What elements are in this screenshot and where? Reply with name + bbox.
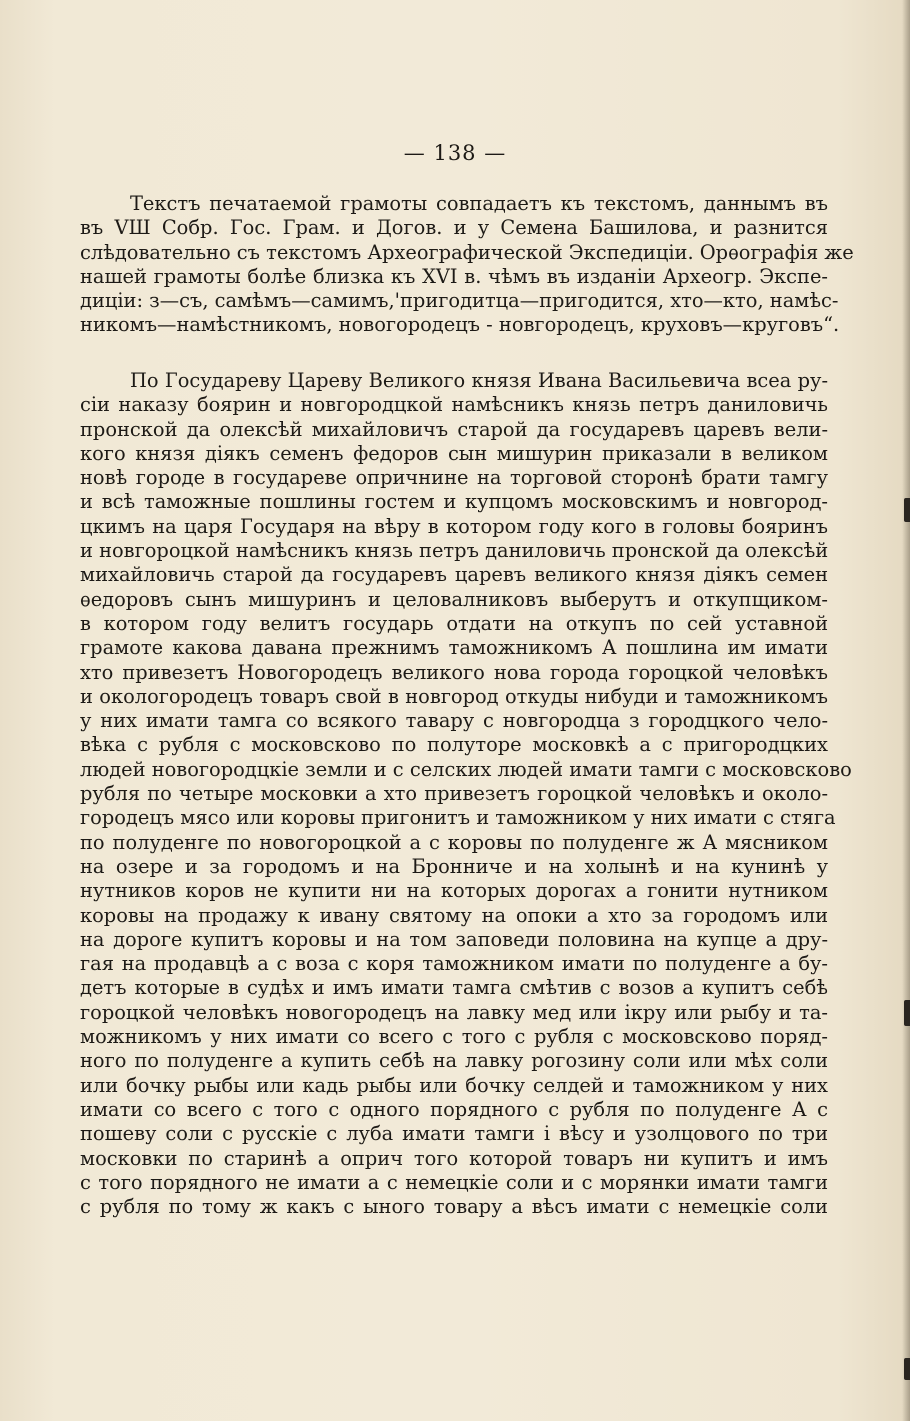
text-line: рубля по четыре московки а хто привезетъ гороцкой человѣкъ и около- (80, 782, 828, 806)
text-line: Текстъ печатаемой грамоты совпадаетъ къ текстомъ, даннымъ въ (130, 192, 828, 215)
page-number: — 138 — (403, 141, 507, 165)
text-line: с того порядного не имати а с немецкіе соли и с морянки имати тамги (80, 1170, 828, 1194)
text-line: на дороге купитъ коровы и на том заповеди половина на купце а дру- (80, 927, 828, 951)
text-line: или бочку рыбы или кадь рыбы или бочку селдей и таможником у них (80, 1073, 828, 1097)
text-line: ѳедоровъ сынъ мишуринъ и целовалниковъ выберутъ и откупщиком- (80, 587, 828, 611)
text-line: имати со всего с того с одного порядного с рубля по полуденге А с (80, 1097, 828, 1121)
text-line: московки по старинѣ а оприч того которой товаръ ни купитъ и имъ (80, 1146, 828, 1170)
text-line: хто привезетъ Новогородецъ великого нова города гороцкой человѣкъ (80, 660, 828, 684)
binding-mark (904, 498, 910, 522)
text-line: ного по полуденге а купить себѣ на лавку рогозину соли или мѣх соли (80, 1049, 828, 1073)
text-line: пошеву соли с русскіе с луба имати тамги і вѣсу и узолцового по три (80, 1122, 828, 1146)
text-line: коровы на продажу к ивану святому на опоки а хто за городомъ или (80, 903, 828, 927)
text-line: слѣдовательно съ текстомъ Археографической Экспедиціи. Орѳографія же (80, 240, 854, 264)
text-line: грамоте какова давана прежнимъ таможникомъ А пошлина им имати (80, 636, 828, 660)
text-line: пронской да олексѣй михайловичъ старой да государевъ царевъ вели- (80, 417, 828, 441)
text-line: городецъ мясо или коровы пригонитъ и таможником у них имати с стяга (80, 806, 836, 830)
text-line: сіи наказу боярин и новгородцкой намѣсникъ князь петръ даниловичь (80, 393, 828, 417)
binding-mark (904, 1000, 910, 1026)
page-edge-shadow (902, 0, 910, 1421)
text-line: и новгороцкой намѣсникъ князь петръ даниловичь пронской да олексѣй (80, 539, 829, 563)
text-line: детъ которые в судѣх и имъ имати тамга смѣтив с возов а купитъ себѣ (80, 976, 828, 1000)
text-line: на озере и за городомъ и на Бронниче и на холынѣ и на кунинѣ у (80, 854, 828, 878)
text-line: в котором году велитъ государь отдати на откупъ по сей уставной (80, 611, 828, 635)
binding-mark (904, 1358, 910, 1380)
intro-paragraph (80, 192, 854, 338)
text-line: с рубля по тому ж какъ с ыного товару а вѣсъ имати с немецкіе соли (80, 1195, 828, 1219)
text-line: гая на продавцѣ а с воза с коря таможником имати по полуденге а бу- (80, 952, 828, 976)
text-line: михайловичь старой да государевъ царевъ великого князя діякъ семен (80, 563, 828, 587)
text-line: новѣ городе в государеве опричнине на торговой сторонѣ брати тамгу (80, 466, 828, 490)
text-line: людей новогородцкіе земли и с селских людей имати тамги с московсково (80, 757, 852, 781)
text-line: нашей грамоты болѣе близка къ XVI в. чѣмъ въ изданіи Археогр. Экспе- (80, 264, 828, 288)
text-line: вѣка с рубля с московсково по полуторе московкѣ а с пригородцких (80, 733, 828, 757)
text-line: По Государеву Цареву Великого князя Ивана Васильевича всеа ру- (130, 369, 828, 392)
text-line: можникомъ у них имати со всего с того с рубля с московсково поряд- (80, 1025, 828, 1049)
text-line: цкимъ на царя Государя на вѣру в котором году кого в головы бояринъ (80, 514, 828, 538)
text-line: въ VШ Собр. Гос. Грам. и Догов. и у Семена Башилова, и разнится (80, 216, 828, 240)
charter-text-paragraph (80, 369, 852, 1219)
text-line: диціи: з—съ, самѣмъ—самимъ,'пригодитца—пригодится, хто—кто, намѣс- (80, 289, 839, 313)
text-line: и всѣ таможные пошлины гостем и купцомъ московскимъ и новгород- (80, 490, 828, 514)
text-line: по полуденге по новогороцкой а с коровы по полуденге ж А мясником (80, 830, 828, 854)
text-line: нутников коров не купити ни на которых дорогах а гонити нутником (80, 879, 828, 903)
text-line: никомъ—намѣстникомъ, новогородецъ - новгородецъ, круховъ—круговъ“. (80, 313, 840, 337)
text-line: кого князя діякъ семенъ федоров сын мишурин приказали в великом (80, 441, 828, 465)
text-line: и окологородецъ товаръ свой в новгород откуды нибуди и таможникомъ (80, 684, 828, 708)
text-line: гороцкой человѣкъ новогородецъ на лавку мед или ікру или рыбу и та- (80, 1000, 828, 1024)
text-line: у них имати тамга со всякого тавару с новгородца з городцкого чело- (80, 709, 828, 733)
